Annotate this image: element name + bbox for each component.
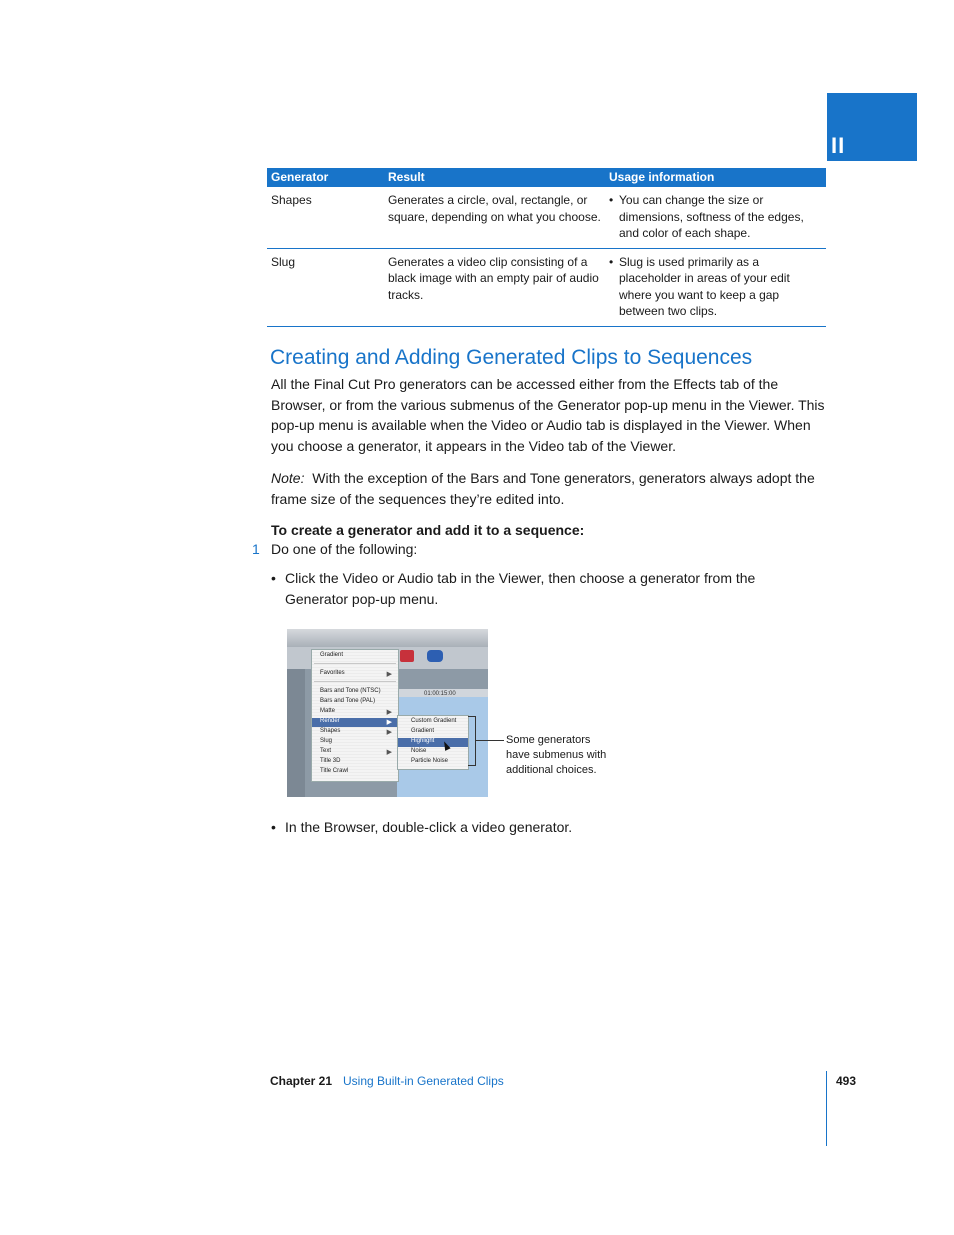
- cell-generator: Shapes: [267, 187, 384, 248]
- generator-menu-screenshot: [287, 629, 488, 797]
- submenu-item[interactable]: Noise: [411, 748, 427, 754]
- table-header-generator: Generator: [267, 168, 384, 187]
- generator-popup-menu: [311, 649, 399, 782]
- menu-item[interactable]: [320, 670, 345, 676]
- menu-item[interactable]: Slug: [320, 738, 333, 744]
- note-label: Note:: [271, 470, 305, 486]
- usage-text: You can change the size or dimensions, softness of the edges, and color of each shape.: [619, 193, 804, 240]
- menu-item[interactable]: Shapes: [320, 728, 341, 734]
- menu-separator: [314, 681, 396, 682]
- render-submenu: [397, 715, 469, 770]
- callout-bracket: [468, 716, 476, 766]
- step-number: 1: [252, 541, 260, 557]
- footer-chapter-title: Using Built-in Generated Clips: [343, 1074, 504, 1088]
- bullet-glyph: •: [609, 254, 614, 269]
- menu-item[interactable]: Bars and Tone (NTSC): [320, 688, 381, 694]
- menu-item[interactable]: Title Crawl: [320, 768, 349, 774]
- list-item: [271, 817, 791, 838]
- submenu-arrow-icon: ▶: [386, 729, 392, 736]
- menu-item-label: Favorites: [320, 670, 345, 676]
- intro-paragraph: All the Final Cut Pro generators can be accessed either from the Effects tab of the Browser, or from the various submenus of the Generator pop-up menu in the Viewer. This pop-up menu is available when the Video or Audio tab is displayed in the Viewer. When you choose a generator, it appears in the Video tab of the Viewer.: [271, 376, 825, 454]
- part-tab: [827, 93, 917, 161]
- step-text: Do one of the following:: [271, 541, 418, 557]
- submenu-arrow-icon: ▶: [386, 671, 392, 678]
- bullet-glyph: •: [271, 819, 276, 835]
- screenshot-callout: Some generators have submenus with additional choices.: [506, 734, 607, 776]
- record-icon: [400, 650, 414, 662]
- cell-generator: Slug: [267, 248, 384, 326]
- footer-divider: [826, 1071, 827, 1146]
- cell-usage: [605, 187, 826, 248]
- table-header-row: [267, 168, 826, 187]
- submenu-item-selected[interactable]: Highlight: [398, 738, 468, 747]
- overlay-icon: [427, 650, 443, 662]
- cell-usage: [605, 248, 826, 326]
- viewer-toolbar: [287, 629, 488, 647]
- usage-text: Slug is used primarily as a placeholder in areas of your edit where you want to keep a gap between two clips.: [619, 254, 790, 318]
- menu-item[interactable]: Title 3D: [320, 758, 341, 764]
- submenu-item[interactable]: Gradient: [411, 728, 435, 734]
- menu-item-label: Render: [320, 718, 340, 724]
- submenu-item[interactable]: Custom Gradient: [411, 718, 457, 724]
- timecode: 01:00:15:00: [424, 691, 456, 697]
- table-header-result: Result: [384, 168, 605, 187]
- table-header-usage: Usage information: [605, 168, 826, 187]
- cell-result: Generates a circle, oval, rectangle, or square, depending on what you choose.: [384, 187, 605, 248]
- footer-chapter: Chapter 21: [270, 1074, 333, 1088]
- cell-result: Generates a video clip consisting of a black image with an empty pair of audio tracks.: [384, 248, 605, 326]
- bullet-text: In the Browser, double-click a video generator.: [285, 819, 573, 835]
- submenu-arrow-icon: ▶: [386, 749, 392, 756]
- bullet-text: Click the Video or Audio tab in the Viewer, then choose a generator from the Generator pop-up menu.: [285, 570, 756, 607]
- section-heading: Creating and Adding Generated Clips to Sequences: [270, 346, 753, 369]
- menu-item[interactable]: Bars and Tone (PAL): [320, 698, 376, 704]
- menu-item[interactable]: Matte: [320, 708, 336, 714]
- submenu-arrow-icon: ▶: [386, 709, 392, 716]
- timeline-track-controls: [287, 669, 305, 797]
- table-row: [267, 187, 826, 248]
- part-tab-label: II: [831, 133, 846, 158]
- note-paragraph: [271, 468, 827, 509]
- note-text: With the exception of the Bars and Tone generators, generators always adopt the frame size of the sequences they’re edited into.: [271, 470, 815, 507]
- submenu-arrow-icon: ▶: [386, 719, 392, 726]
- bullet-glyph: •: [271, 570, 276, 586]
- menu-item[interactable]: Text: [320, 748, 332, 754]
- menu-item-selected[interactable]: [312, 718, 398, 727]
- page-number: 493: [836, 1074, 857, 1088]
- task-heading: To create a generator and add it to a sequence:: [271, 522, 585, 538]
- list-item: [271, 568, 791, 609]
- table-row: [267, 248, 826, 326]
- menu-separator: [314, 663, 396, 664]
- generators-table: [267, 168, 826, 327]
- menu-item[interactable]: Gradient: [320, 652, 344, 658]
- bullet-glyph: •: [609, 193, 614, 207]
- callout-leader-line: [475, 740, 504, 741]
- submenu-item[interactable]: Particle Noise: [411, 758, 449, 764]
